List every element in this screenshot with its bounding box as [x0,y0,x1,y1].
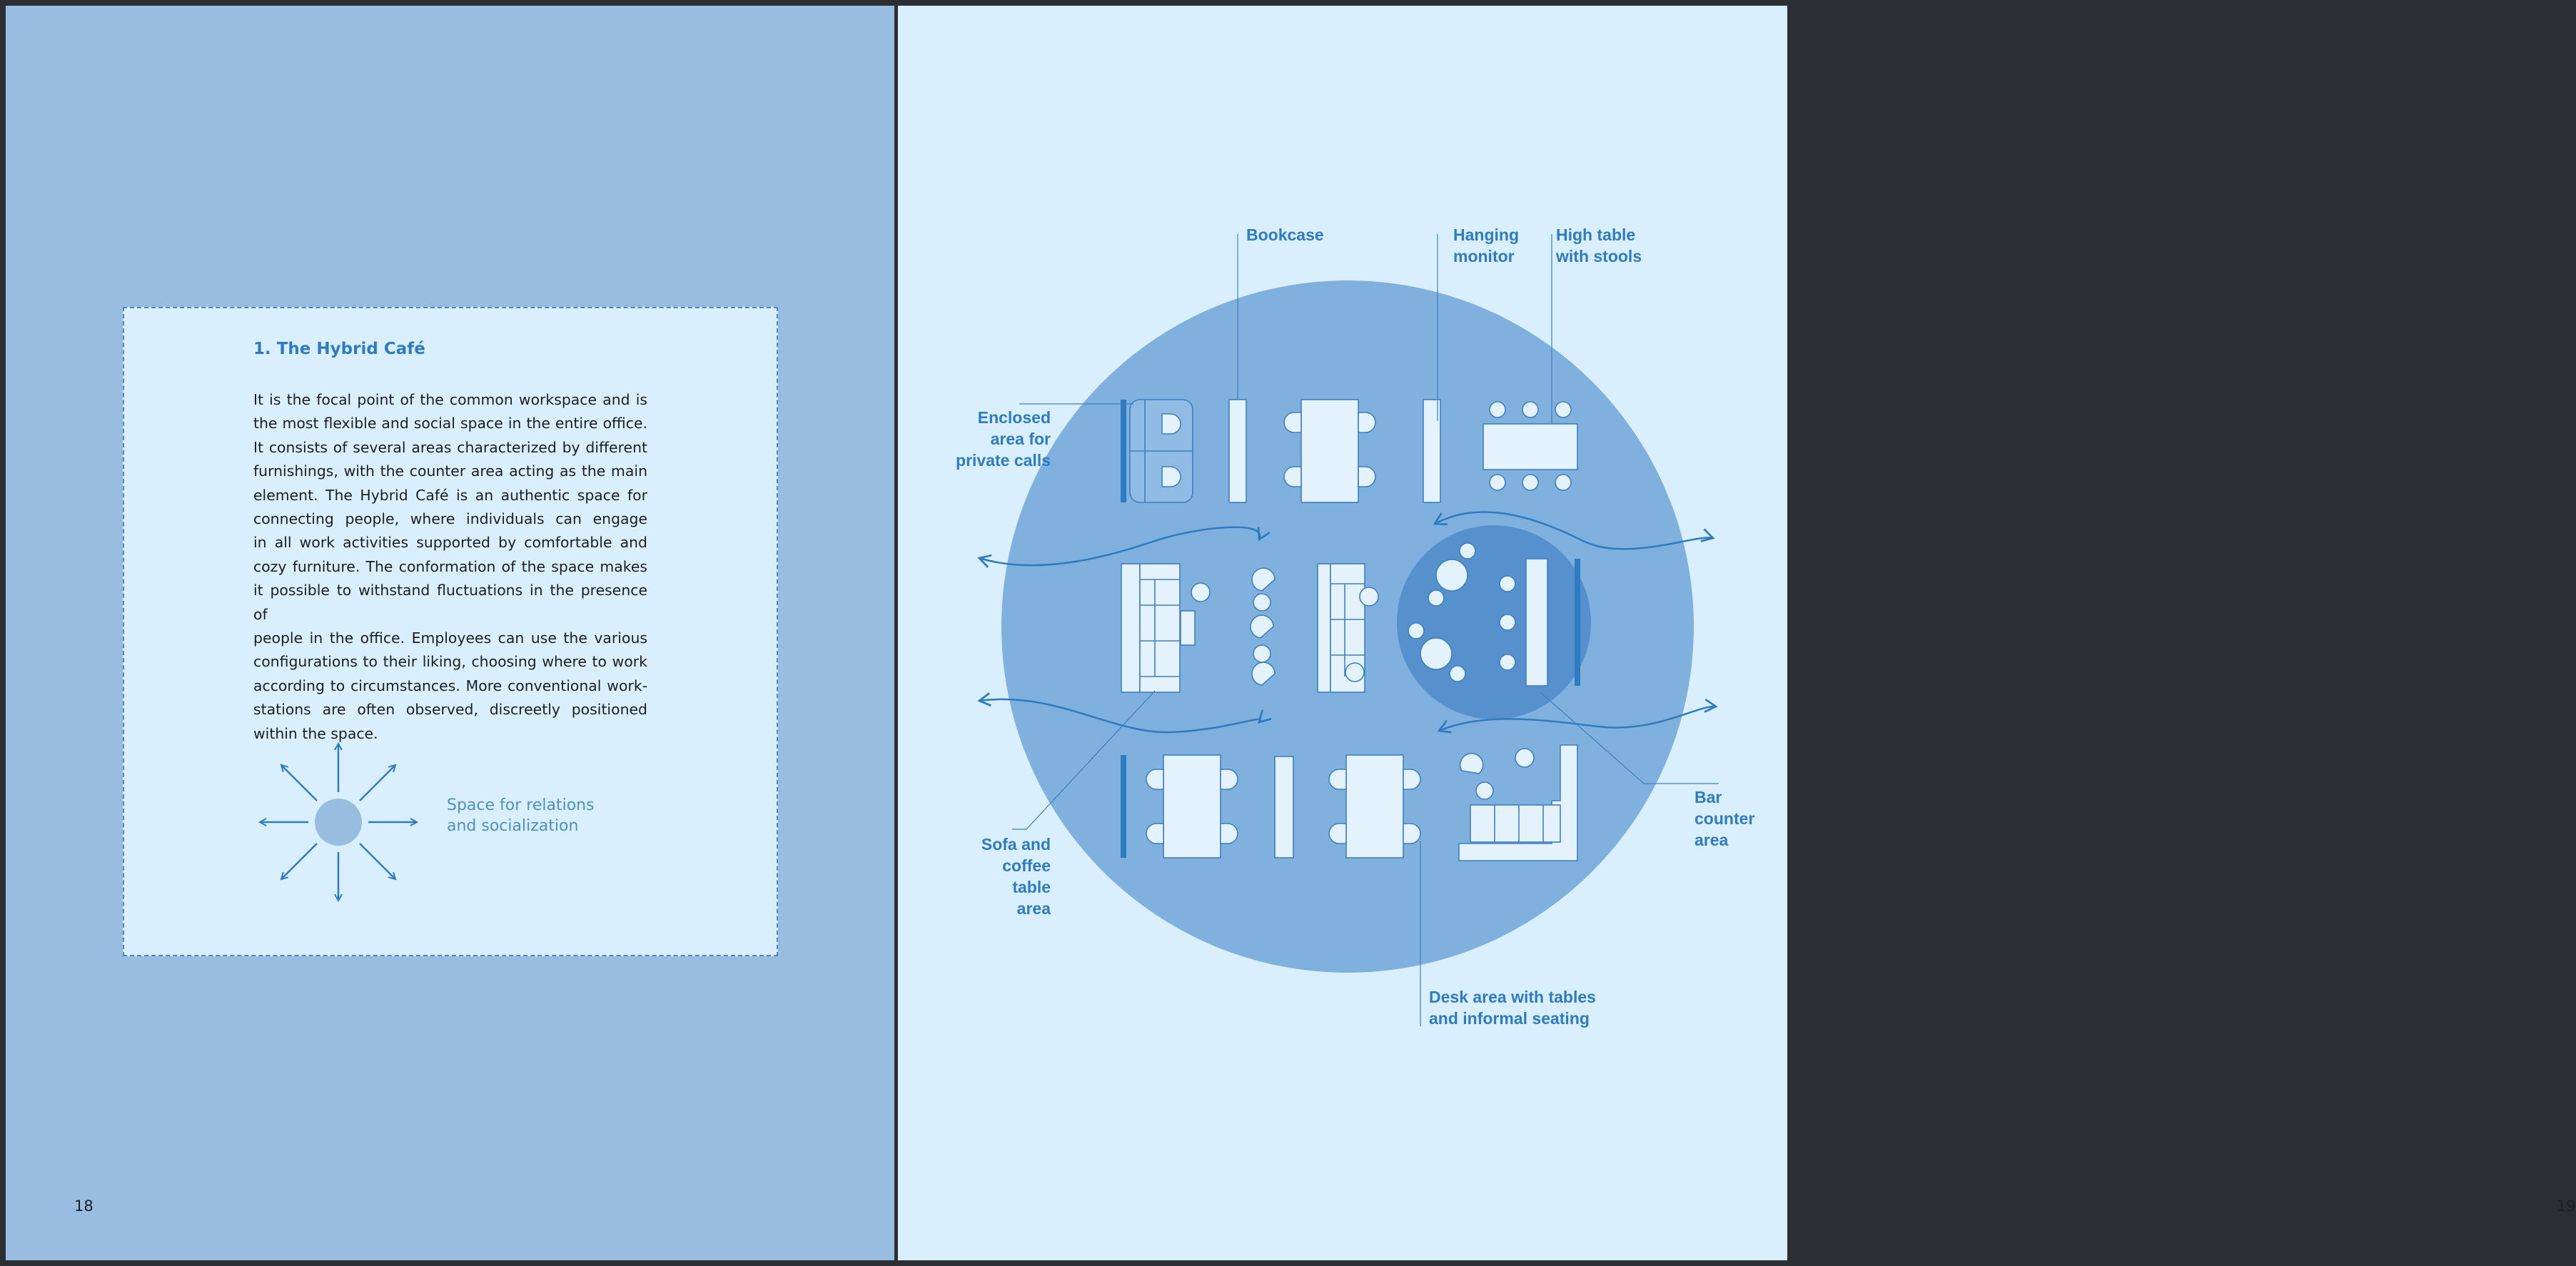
stool [1450,666,1465,682]
bar-area-circle [1397,525,1591,719]
chair [1146,769,1163,789]
side-table [1191,583,1210,602]
icon-caption [447,795,595,836]
stool [1408,623,1424,639]
body-line: It is the focal point of the common workspace and is [253,391,647,408]
label-line: monitor [1453,247,1515,265]
body-line: the most flexible and social space in the entire office. [253,415,647,432]
label-line: Enclosed [977,408,1051,427]
label-line: table [1012,878,1051,896]
body-line: it possible to withstand fluctuations in the presence of [253,582,647,623]
chair [1221,824,1238,844]
stool [1460,543,1475,559]
chair [1358,467,1375,487]
left-page [6,6,894,1260]
label-line: with stools [1556,247,1642,265]
label-line: Bookcase [1246,226,1324,244]
bar-stool [1500,614,1515,630]
lounge-chair [1460,754,1483,774]
body-line: connecting people, where individuals can engage [253,510,647,528]
label-line: area [1016,899,1051,918]
body-line: It consists of several areas characterized by different [253,438,647,456]
stool [1253,645,1271,662]
label-high-table [1556,224,1642,267]
label-hanging-monitor [1453,224,1519,267]
desk-wall [1121,755,1126,858]
label-line: private calls [956,451,1051,470]
stool [1428,590,1444,606]
chair [1329,769,1346,789]
label-line: and informal seating [1429,1009,1590,1028]
right-page [898,6,2576,1260]
caption-line-2: and socialization [447,817,579,835]
table [1301,400,1358,502]
label-line: area [1694,831,1729,849]
stool [1253,594,1271,611]
hybrid-cafe-card [123,307,778,956]
body-line: element. The Hybrid Café is an authentic space for [253,486,647,504]
section-body [253,388,647,746]
stool [1476,782,1493,799]
stool [1515,749,1534,767]
stool [1490,475,1505,490]
bar-counter [1526,559,1547,686]
bar-back-wall [1575,559,1580,686]
body-line: within the space. [253,724,378,742]
sofa-back [1318,564,1330,692]
desk-table [1346,755,1403,858]
bookcase-wall [1121,400,1126,502]
label-line: High table [1556,226,1636,244]
stool [1522,402,1538,417]
chair [1284,412,1301,432]
high-table [1483,424,1577,470]
stool [1555,402,1571,417]
label-line: Hanging [1453,226,1519,244]
booth-chair [1162,467,1181,487]
coffee-table [1181,611,1195,645]
bar-stool [1500,654,1515,670]
body-line: cozy furniture. The conformation of the space makes [253,557,647,575]
stool [1555,475,1571,490]
label-line: coffee [1002,856,1051,875]
bookcase [1275,756,1293,858]
body-line: people in the office. Employees can use the various [253,629,647,647]
radiating-arrows-icon [253,736,424,908]
corner-sofa-seat [1470,805,1560,842]
chair [1329,824,1346,844]
chair [1146,824,1163,844]
sofa-back [1121,564,1140,692]
sofa [1140,564,1180,692]
label-line: area for [990,430,1051,448]
label-desk-area [1429,986,1596,1029]
label-bookcase [1246,224,1324,245]
chair [1358,412,1375,432]
body-line: stations are often observed, discreetly positioned [253,701,647,719]
booth-chair [1162,414,1181,434]
side-table [1345,663,1364,682]
hybrid-cafe-floor-plan [898,6,1787,1260]
caption-line-1: Space for relations [447,796,595,814]
desk-table [1163,755,1221,858]
label-line: Sofa and [981,835,1051,854]
body-line: furnishings, with the counter area acting as the main [253,462,647,480]
stool [1522,475,1538,490]
chair [1221,769,1238,789]
label-enclosed-area [926,407,1051,471]
bookcase [1229,400,1246,502]
stool [1490,402,1505,417]
section-title: 1. The Hybrid Café [253,340,425,358]
round-table [1420,638,1452,669]
label-bar-counter [1694,786,1754,851]
body-line: according to circumstances. More conventional work- [253,677,647,694]
label-line: Bar [1694,788,1722,806]
body-line: in all work activities supported by comfortable and [253,534,647,552]
chair [1284,467,1301,487]
label-line: counter [1694,809,1755,828]
side-table [1360,587,1378,606]
chair [1403,824,1420,844]
page-number-left: 18 [74,1197,94,1215]
round-table [1436,559,1468,591]
label-line: Desk area with tables [1429,988,1596,1006]
label-sofa-area [941,834,1051,919]
bar-stool [1500,576,1515,592]
chair [1403,769,1420,789]
page-number-right: 19 [2557,1197,2576,1215]
body-line: configurations to their liking, choosing where to work [253,653,647,671]
